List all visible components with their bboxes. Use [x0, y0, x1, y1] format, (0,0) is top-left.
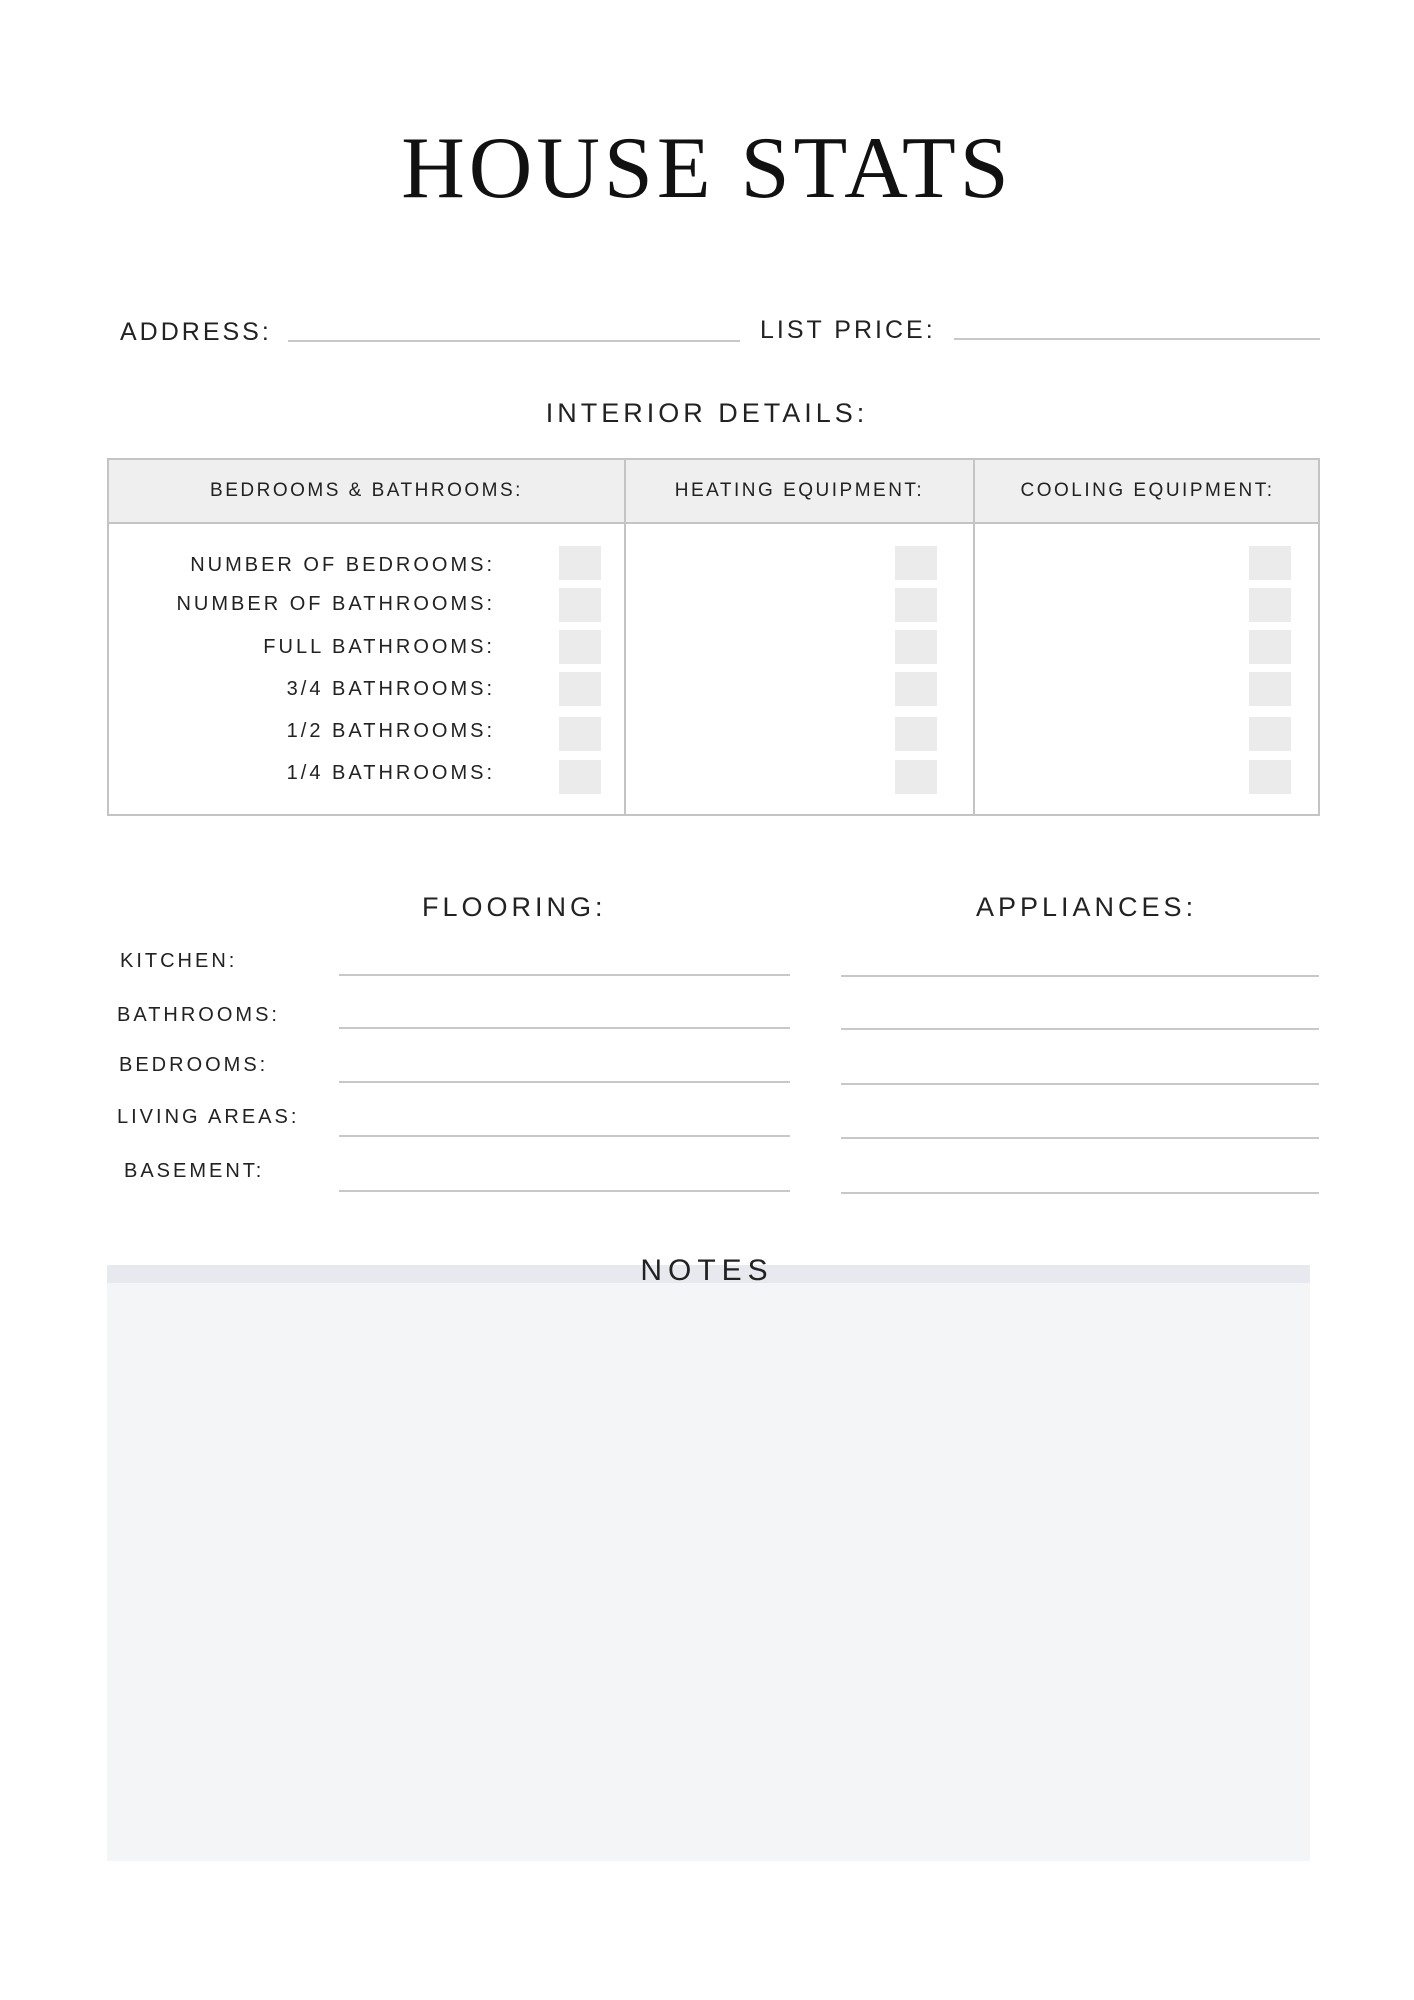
bedrooms-count-box[interactable]	[559, 546, 601, 580]
cooling-box[interactable]	[1249, 546, 1291, 580]
list-price-label: LIST PRICE:	[760, 316, 936, 344]
interior-details-table	[107, 458, 1320, 816]
flooring-bathrooms-field[interactable]	[339, 1027, 790, 1029]
row-label-quarter-bathrooms: 1/4 BATHROOMS:	[286, 762, 495, 784]
appliance-field[interactable]	[841, 975, 1319, 977]
flooring-kitchen-field[interactable]	[339, 974, 790, 976]
flooring-label-bedrooms: BEDROOMS:	[119, 1054, 269, 1076]
row-label-number-of-bathrooms: NUMBER OF BATHROOMS:	[176, 593, 495, 615]
heating-box[interactable]	[895, 717, 937, 751]
heating-box[interactable]	[895, 588, 937, 622]
cooling-box[interactable]	[1249, 760, 1291, 794]
full-bathrooms-box[interactable]	[559, 630, 601, 664]
notes-area[interactable]	[107, 1283, 1310, 1861]
appliance-field[interactable]	[841, 1083, 1319, 1085]
row-label-full-bathrooms: FULL BATHROOMS:	[263, 636, 495, 658]
heating-box[interactable]	[895, 546, 937, 580]
flooring-bedrooms-field[interactable]	[339, 1081, 790, 1083]
flooring-label-living-areas: LIVING AREAS:	[117, 1106, 300, 1128]
flooring-living-areas-field[interactable]	[339, 1135, 790, 1137]
appliance-field[interactable]	[841, 1028, 1319, 1030]
row-label-half-bathrooms: 1/2 BATHROOMS:	[286, 720, 495, 742]
column-header-bedrooms-bathrooms: BEDROOMS & BATHROOMS:	[210, 480, 523, 501]
cooling-box[interactable]	[1249, 588, 1291, 622]
flooring-label-basement: BASEMENT:	[124, 1160, 265, 1182]
column-header-cooling-equipment: COOLING EQUIPMENT:	[1020, 480, 1275, 501]
address-label: ADDRESS:	[120, 318, 272, 346]
heating-box[interactable]	[895, 760, 937, 794]
flooring-heading: FLOORING:	[422, 892, 607, 922]
address-field[interactable]	[288, 340, 740, 342]
row-label-three-quarter-bathrooms: 3/4 BATHROOMS:	[286, 678, 495, 700]
cooling-box[interactable]	[1249, 630, 1291, 664]
quarter-bathrooms-box[interactable]	[559, 760, 601, 794]
cooling-box[interactable]	[1249, 672, 1291, 706]
page-title: HOUSE STATS	[401, 120, 1013, 217]
notes-heading: NOTES	[640, 1254, 774, 1287]
heating-box[interactable]	[895, 630, 937, 664]
row-label-number-of-bedrooms: NUMBER OF BEDROOMS:	[190, 554, 495, 576]
flooring-label-bathrooms: BATHROOMS:	[117, 1004, 280, 1026]
appliances-heading: APPLIANCES:	[976, 892, 1198, 922]
flooring-label-kitchen: KITCHEN:	[120, 950, 238, 972]
half-bathrooms-box[interactable]	[559, 717, 601, 751]
flooring-basement-field[interactable]	[339, 1190, 790, 1192]
appliance-field[interactable]	[841, 1137, 1319, 1139]
appliance-field[interactable]	[841, 1192, 1319, 1194]
column-divider	[973, 460, 975, 814]
heating-box[interactable]	[895, 672, 937, 706]
column-header-heating-equipment: HEATING EQUIPMENT:	[674, 480, 925, 501]
list-price-field[interactable]	[954, 338, 1320, 340]
interior-details-heading: INTERIOR DETAILS:	[545, 398, 869, 428]
bathrooms-count-box[interactable]	[559, 588, 601, 622]
cooling-box[interactable]	[1249, 717, 1291, 751]
column-divider	[624, 460, 626, 814]
three-quarter-bathrooms-box[interactable]	[559, 672, 601, 706]
